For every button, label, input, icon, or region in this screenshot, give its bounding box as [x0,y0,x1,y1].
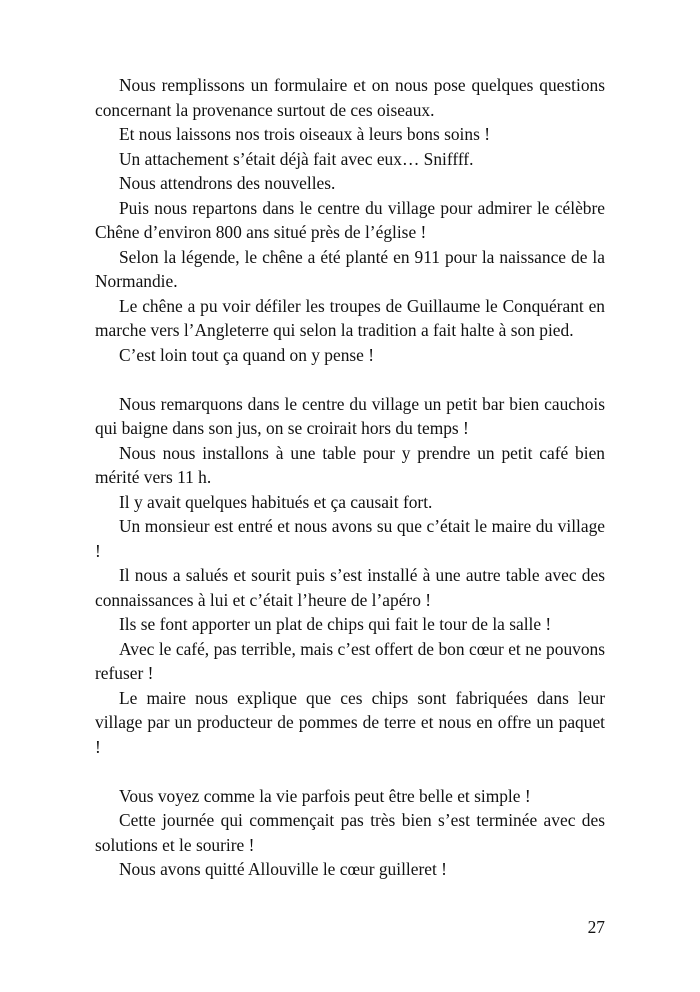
paragraph: Vous voyez comme la vie parfois peut être belle et simple ! [119,785,531,806]
paragraph: Et nous laissons nos trois oiseaux à leurs bons soins ! [119,124,490,144]
paragraph: Nous remplissons un formulaire et on nous pose quelques questions concernant la provenance surtout de ces oiseaux. [95,75,605,120]
paragraph: Selon la légende, le chêne a été planté en 911 pour la naissance de la Normandie. [95,246,605,291]
paragraph: Nous avons quitté Allouville le cœur guilleret ! [119,859,447,879]
paragraph: Nous attendrons des nouvelles. [119,173,336,193]
paragraph: Il y avait quelques habitués et ça causait fort. [119,491,433,512]
paragraph: Il nous a salués et sourit puis s’est installé à une autre table avec des connaissances à lui et c’était l’heure de l’apéro ! [95,565,605,610]
paragraph: Nous nous installons à une table pour y prendre un petit café bien mérité vers 11 h. [95,442,605,487]
paragraph: Ils se font apporter un plat de chips qui fait le tour de la salle ! [119,614,552,634]
paragraph: Le chêne a pu voir défiler les troupes de Guillaume le Conquérant en marche vers l’Angleterre qui selon la tradition a fait halte à son pied. [95,295,605,340]
paragraph: Cette journée qui commençait pas très bien s’est terminée avec des solutions et le sourire ! [95,810,605,855]
paragraph: C’est loin tout ça quand on y pense ! [119,344,375,365]
section-break [95,759,605,784]
page-body [95,73,605,882]
paragraph: Un attachement s’était déjà fait avec eux… Sniffff. [119,148,474,169]
paragraph: Avec le café, pas terrible, mais c’est offert de bon cœur et ne pouvons refuser ! [95,638,605,683]
paragraph: Le maire nous explique que ces chips sont fabriquées dans leur village par un producteur de pommes de terre et nous en offre un paquet ! [95,687,605,757]
page-number: 27 [587,917,605,937]
paragraph: Puis nous repartons dans le centre du village pour admirer le célèbre Chêne d’environ 800 ans situé près de l’église ! [95,197,605,242]
section-break [95,367,605,392]
paragraph: Nous remarquons dans le centre du village un petit bar bien cauchois qui baigne dans son jus, on se croirait hors du temps ! [95,393,605,438]
paragraph: Un monsieur est entré et nous avons su que c’était le maire du village ! [95,516,605,561]
